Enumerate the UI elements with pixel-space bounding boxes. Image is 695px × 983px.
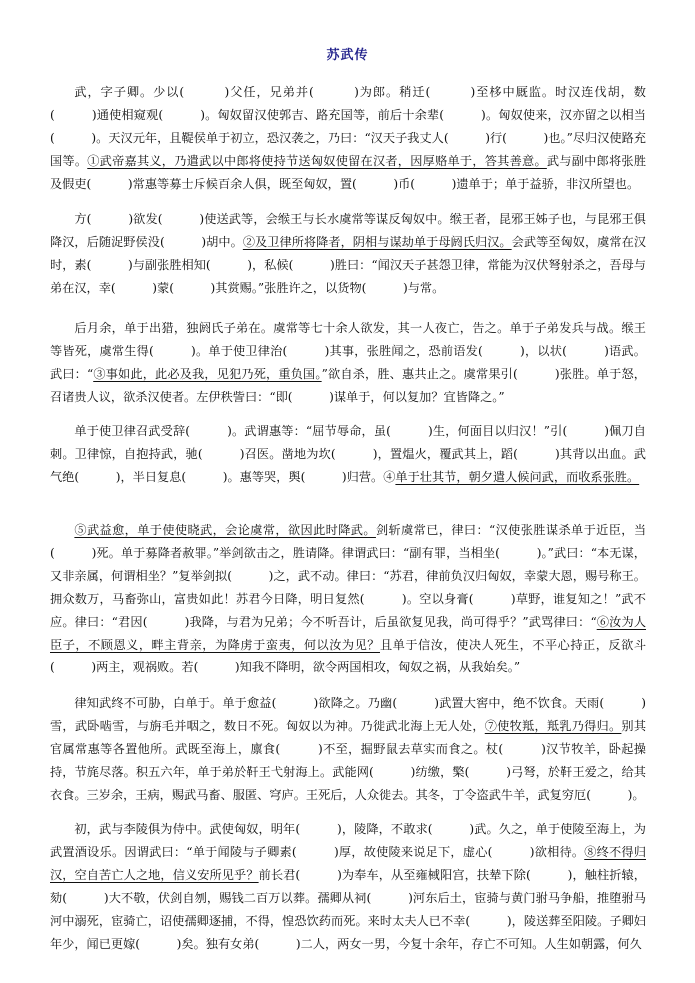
text-segment: 武，字子卿。少以( )父任，兄弟并( )为郎。稍迁( )至栘中厩监。时汉连伐胡，数( )通使相窥观( )。匈奴留汉使郭吉、路充国等，前后十余辈( )。匈奴使来，汉亦留之以相当( )。天汉元年，且鞮侯单于初立，恐汉袭之，乃曰：“汉天子我丈人( )行( )也。”尽归汉使路充国等。: [50, 85, 646, 168]
document-title: 苏武传: [326, 48, 369, 63]
underlined-sentence-4: 单于壮其节，朝夕遣人候问武，而收系张胜。: [395, 469, 640, 484]
text-segment: 方( )欲发( )使送武等，会缑王与长水虞常等谋反匈奴中。缑王者，昆邪王姊子也，与昆邪王俱降汉，后随浞野侯没( )胡中。: [50, 212, 646, 249]
text-segment: 武与副中郎将张胜及假吏( )常惠等募士斥候百余人俱，既至匈奴，置( )币( )遗单于；单于益骄，非汉所望也。: [50, 153, 647, 191]
underlined-sentence-8: ⑧终不得归汉，空自苦亡人之地，信义安所见乎？: [50, 844, 647, 882]
paragraph-1: [50, 81, 646, 196]
paragraph-4: [50, 420, 646, 489]
underlined-sentence-1: ①武帝嘉其义，乃遣武以中郎将使持节送匈奴使留在汉者，因厚赂单于，答其善意。: [87, 153, 547, 168]
text-segment: 后月余，单于出猎，独阏氏子弟在。虞常等七十余人欲发，其一人夜亡，告之。单于子弟发兵与战。缑王等皆死，虞常生得( )。单于使卫律治( )其事，张胜闻之，恐前语发( )，以状( )语武。武曰：“: [50, 321, 646, 381]
underlined-sentence-7: ⑦使牧羝，羝乳乃得归。: [484, 718, 622, 733]
underlined-sentence-2: ②及卫律所将降者，阴相与谋劫单于母阏氏归汉。: [242, 234, 512, 249]
underlined-sentence-3: ③事如此，此必及我，见犯乃死，重负国。: [93, 366, 322, 381]
text-segment: 且单于信汝，使决人死生，不平心持正，反欲斗( )两主，观祸败。若( )知我不降明，欲令两国相攻，匈奴之祸，从我始矣。”: [50, 637, 647, 675]
underlined-sentence-5: ⑤武益愈，单于使使晓武，会论虞常，欲因此时降武。: [74, 523, 376, 537]
text-segment: 别其官属常惠等各置他所。武既至海上，廪食( )不至，掘野鼠去草实而食之。杖( )汉节牧羊，卧起操持，节旄尽落。积五六年，单于弟於靬王弋射海上。武能网( )纺缴，檠( )弓弩，於靬王爱之，给其衣食。三岁余，王病，赐武马畜、服匿、穹庐。王死后，人众徙去。其冬，丁令盗武牛羊，武复穷厄( )。: [50, 718, 647, 802]
text-segment: ”欲自杀，胜、惠共止之。虞常果引( )张胜。单于怒，召诸贵人议，欲杀汉使者。左伊秩訾曰：“即( )谋单于，何以复加？宜皆降之。”: [50, 366, 646, 404]
text-segment: 前长君( )为奉车，从至雍棫阳宫，扶辇下除( )，触柱折辕，劾( )大不敬，伏剑自刎，赐钱二百万以葬。孺卿从祠( )河东后土，宦骑与黄门驸马争船，推堕驸马河中溺死，宦骑亡，诏使孺卿逐捕，不得，惶恐饮药而死。来时太夫人已不幸( )，陵送葬至阳陵。子卿妇年少，闻已更嫁( )矣。独有女弟( )二人，两女一男，今复十余年，存亡不可知。人生如朝露，何久: [50, 867, 646, 951]
text-segment: 单于使卫律召武受辞( )。武谓惠等：“屈节辱命，虽( )生，何面目以归汉！”引( )佩刀自刺。卫律惊，自抱持武，驰( )召医。凿地为坎( )，置煴火，覆武其上，蹈( )其背以出血。武气绝( )，半日复息( )。惠等哭，舆( )归营。④: [50, 424, 646, 484]
paragraph-2: [50, 208, 646, 300]
underlined-sentence-6: ⑥汝为人臣子，不顾恩义，畔主背亲，为降虏于蛮夷，何以汝为见？: [50, 614, 647, 652]
text-segment: 初，武与李陵俱为侍中。武使匈奴，明年( )，陵降，不敢求( )武。久之，单于使陵至海上，为武置酒设乐。因谓武曰：“单于闻陵与子卿素( )厚，故使陵来说足下，虚心( )欲相待。: [50, 822, 646, 859]
paragraph-7: [50, 818, 646, 955]
paragraph-6: [50, 692, 646, 807]
text-segment: 剑斩虞常已，律曰：“汉使张胜谋杀单于近臣，当( )死。单于募降者赦罪。”举剑欲击之，胜请降。律谓武曰：“副有罪，当相坐( )。”武曰：“本无谋，又非亲属，何谓相坐？”复举剑拟( )之，武不动。律曰：“苏君，律前负汉归匈奴，幸蒙大恩，赐号称王。拥众数万，马畜弥山，富贵如此！苏君今日降，明日复然( )。空以身膏( )草野，谁复知之！”武不应。律曰：“君因( )我降，与君为兄弟；今不听吾计，后虽欲复见我，尚可得乎？”武骂律曰：“: [50, 523, 647, 629]
paragraph-3: [50, 317, 646, 409]
text-segment: 律知武终不可胁，白单于。单于愈益( )欲降之。乃幽( )武置大窖中，绝不饮食。天雨( )雪，武卧啮雪，与旃毛并咽之，数日不死。匈奴以为神。乃徙武北海上无人处，: [50, 696, 646, 733]
text-segment: 会武等至匈奴，虞常在汉时，素( )与副张胜相知( )，私候( )胜曰：“闻汉天子甚怨卫律，常能为汉伏弩射杀之，吾母与弟在汉，幸( )蒙( )其赏赐。”张胜许之，以货物( )与常。: [50, 234, 647, 295]
paragraph-5: [50, 519, 646, 679]
